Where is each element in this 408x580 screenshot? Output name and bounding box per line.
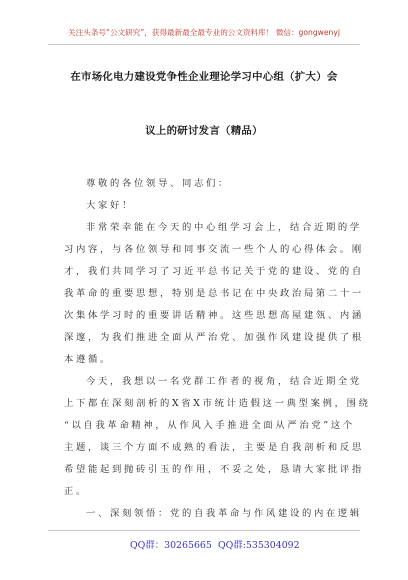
body-line: 希望能起到抛砖引玉的作用，不妥之处，恳请大家批评指 — [64, 464, 364, 475]
footer-divider — [48, 530, 360, 531]
body-line: 次集体学习时的重要讲话精神。这些思想高屋建瓴、内涵 — [64, 310, 364, 321]
body-line: 上下都在深刻剖析的X省X市统计造假这一典型案例，围绕 — [64, 398, 371, 409]
document-title-line-2: 议上的研讨发言（精品） — [145, 125, 263, 137]
document-title-line-1: 在市场化电力建设党争性企业理论学习中心组（扩大）会 — [70, 71, 338, 83]
body-line: “以自我革命精神，从作风入手推进全面从严治党”这个 — [64, 420, 355, 431]
body-line: 主题，谈三个方面不成熟的看法，主要是自我剖析和反思 — [64, 442, 364, 453]
section-heading: 一、深刻领悟：党的自我革命与作风建设的内在逻辑 — [86, 508, 362, 519]
footer-qq-group-1: QQ群：30265665 — [130, 540, 212, 551]
body-line: 尊敬的各位领导、同志们： — [86, 178, 230, 189]
body-line: 本遵循。 — [64, 354, 112, 365]
body-line: 习内容，与各位领导和同事交流一些个人的心得体会。刚 — [64, 244, 364, 255]
header-divider — [48, 44, 360, 45]
header-promo-text: 关注头条号“公文研究”，获得最新最全最专业的公文资料库！ 微信：gongwenyj — [68, 28, 340, 37]
page-footer — [0, 530, 408, 570]
header-banner — [0, 0, 408, 56]
body-line: 今天，我想以一名党群工作者的视角，结合近期全党 — [86, 376, 362, 387]
body-line: 非常荣幸能在今天的中心组学习会上，结合近期的学 — [86, 222, 362, 233]
body-line: 我革命的重要思想，特别是总书记在中央政治局第二十一 — [64, 288, 364, 299]
footer-qq-group-2: QQ群:535304092 — [218, 540, 300, 551]
body-line: 正。 — [64, 486, 88, 497]
body-line: 才，我们共同学习了习近平总书记关于党的建设、党的自 — [64, 266, 364, 277]
body-line: 大家好！ — [86, 200, 134, 211]
body-line: 深邃，为我们推进全面从严治党、加强作风建设提供了根 — [64, 332, 364, 343]
